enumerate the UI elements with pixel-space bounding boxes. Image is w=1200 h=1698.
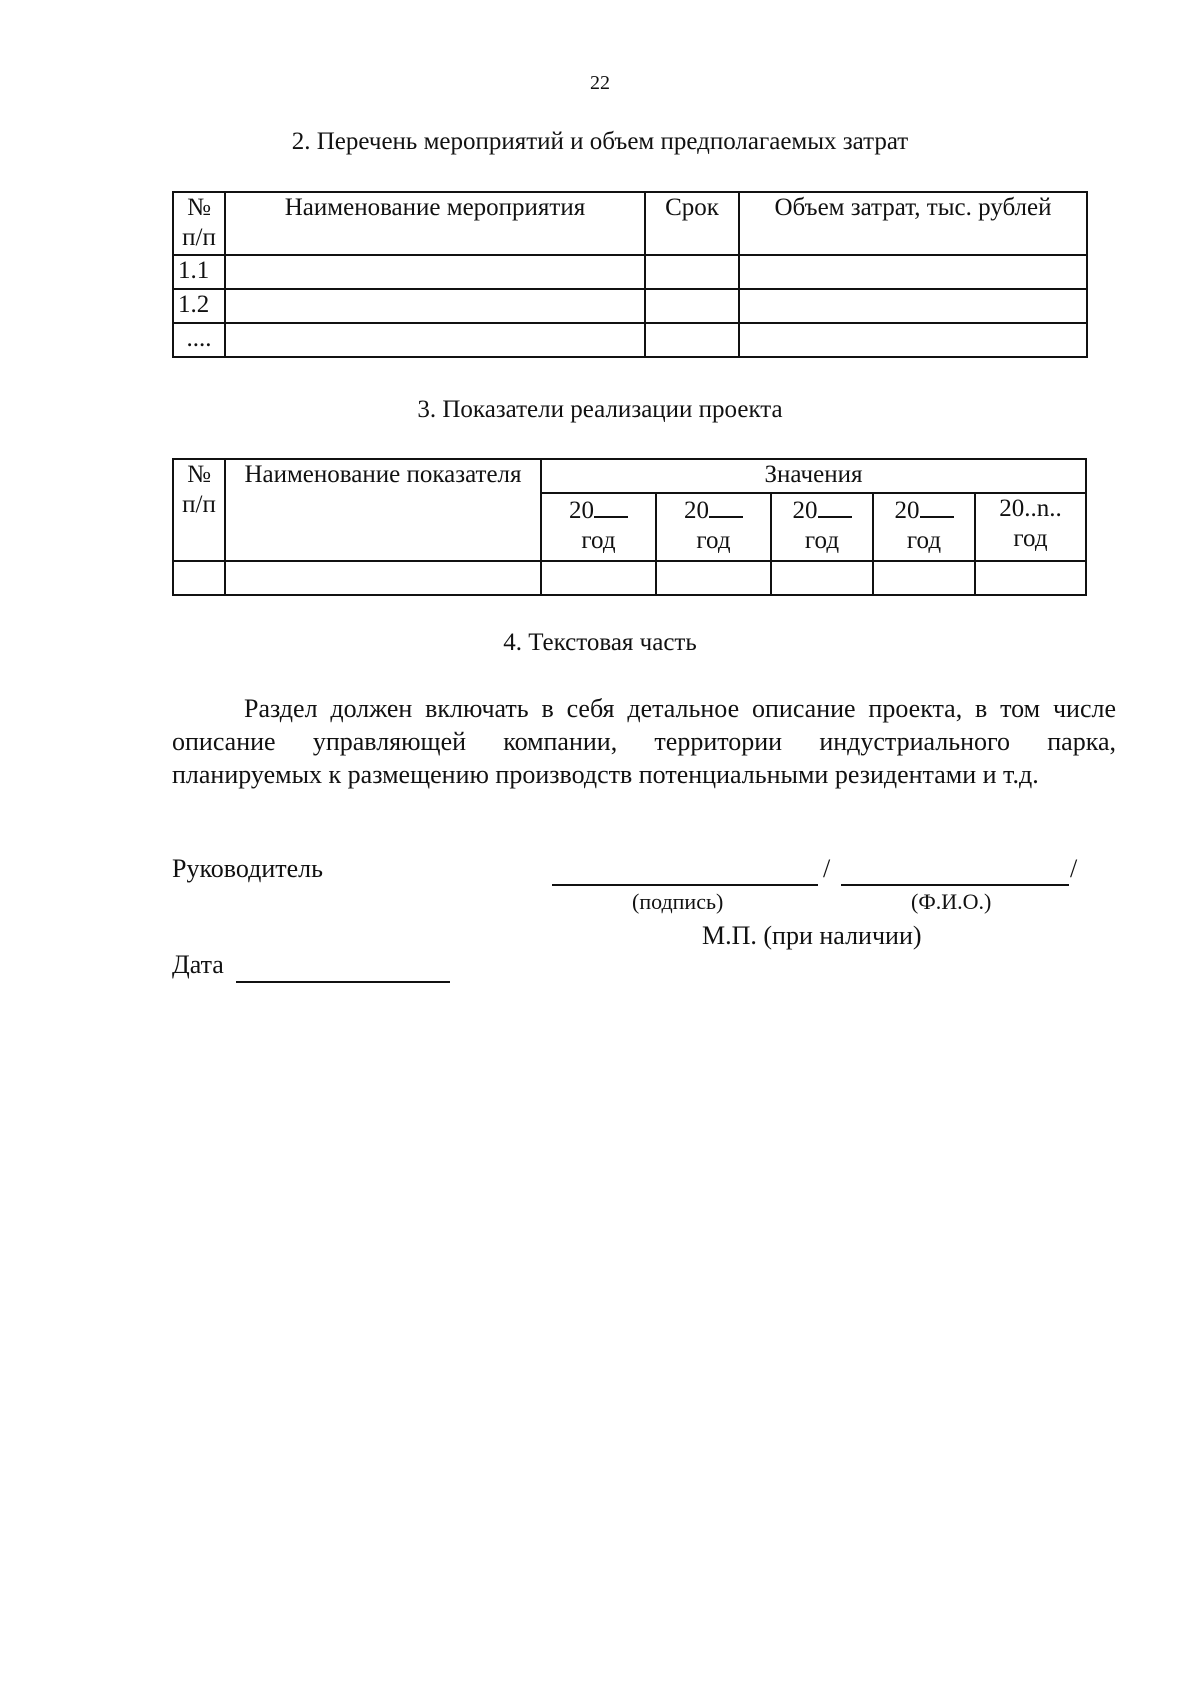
row-cell xyxy=(739,289,1087,323)
year-cell xyxy=(541,493,656,561)
date-label: Дата xyxy=(172,950,224,979)
indicators-table xyxy=(172,458,1087,596)
stamp-note: М.П. (при наличии) xyxy=(702,921,922,950)
separator-slash: / xyxy=(823,854,831,883)
header-term: Срок xyxy=(645,192,739,255)
name-caption: (Ф.И.О.) xyxy=(911,889,992,914)
row-cell xyxy=(645,289,739,323)
year-suffix: год xyxy=(906,527,942,554)
head-label: Руководитель xyxy=(172,854,323,883)
row-num: 1.2 xyxy=(173,289,225,323)
year-cell xyxy=(771,493,873,561)
header-activity: Наименование мероприятия xyxy=(225,192,645,255)
date-line xyxy=(236,981,450,983)
year-suffix: год xyxy=(696,527,731,554)
row-cell xyxy=(873,561,975,595)
row-cell xyxy=(173,561,225,595)
year-prefix: 20 xyxy=(684,497,709,524)
row-cell xyxy=(225,323,645,357)
year-blank xyxy=(818,494,852,518)
row-cell xyxy=(645,255,739,289)
year-prefix: 20 xyxy=(569,497,594,524)
row-cell xyxy=(771,561,873,595)
row-cell xyxy=(656,561,771,595)
row-cell xyxy=(739,323,1087,357)
year-prefix: 20..n.. xyxy=(999,495,1062,522)
signature-line xyxy=(552,884,818,886)
year-cell xyxy=(975,493,1086,561)
year-cell xyxy=(656,493,771,561)
page-number: 22 xyxy=(590,72,610,94)
row-cell xyxy=(225,255,645,289)
description-paragraph: Раздел должен включать в себя детальное описание проекта, в том числе описание управляющей компании, территории индустриального парка, планируемых к размещению производств потенциальными резидентами и т.д. xyxy=(172,694,1116,789)
row-cell xyxy=(645,323,739,357)
year-suffix: год xyxy=(1013,525,1048,552)
year-blank xyxy=(709,494,743,518)
separator-slash-end: / xyxy=(1070,854,1078,883)
row-cell xyxy=(541,561,656,595)
row-num: .... xyxy=(173,323,225,357)
year-suffix: год xyxy=(581,527,616,554)
signature-caption: (подпись) xyxy=(632,889,724,914)
row-cell xyxy=(225,561,541,595)
row-cell xyxy=(975,561,1086,595)
row-num: 1.1 xyxy=(173,255,225,289)
header-values: Значения xyxy=(541,459,1086,493)
section-2-title: 2. Перечень мероприятий и объем предполагаемых затрат xyxy=(291,128,909,155)
header-indicator: Наименование показателя xyxy=(225,459,541,561)
year-blank xyxy=(920,494,954,518)
expenses-table xyxy=(172,191,1088,358)
header-cost: Объем затрат, тыс. рублей xyxy=(739,192,1087,255)
section-4-title: 4. Текстовая часть xyxy=(503,629,697,656)
row-cell xyxy=(225,289,645,323)
year-blank xyxy=(594,494,628,518)
name-line xyxy=(841,884,1069,886)
header-num: № п/п xyxy=(173,192,225,255)
year-suffix: год xyxy=(804,527,840,554)
section-3-title: 3. Показатели реализации проекта xyxy=(417,396,783,423)
year-prefix: 20 xyxy=(792,497,818,524)
header-num: № п/п xyxy=(173,459,225,561)
year-prefix: 20 xyxy=(894,497,920,524)
row-cell xyxy=(739,255,1087,289)
year-cell xyxy=(873,493,975,561)
